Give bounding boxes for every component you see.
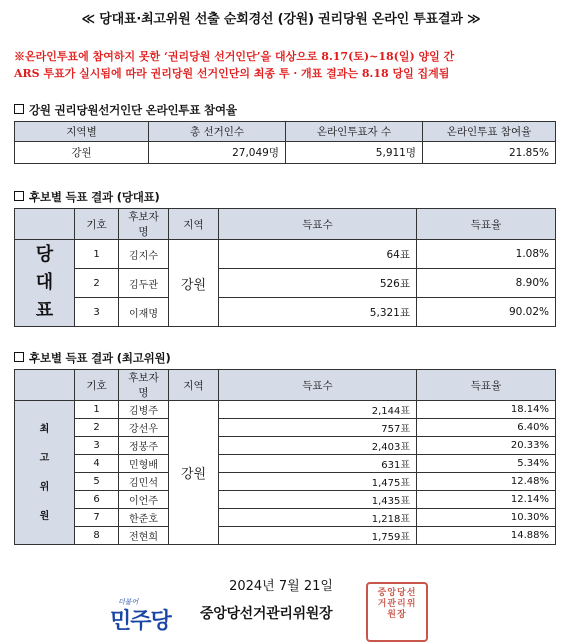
category-label xyxy=(15,401,75,545)
column-header: 온라인투표 참여율 xyxy=(423,122,556,142)
column-header: 후보자명 xyxy=(119,370,169,401)
cell-number: 6 xyxy=(75,491,119,509)
cell-number: 3 xyxy=(75,298,119,327)
column-header: 득표율 xyxy=(417,209,556,240)
cell-candidate-name: 정봉주 xyxy=(119,437,169,455)
cell-candidate-name: 김지수 xyxy=(119,240,169,269)
table-row xyxy=(15,142,556,164)
category-char: 최 xyxy=(39,423,50,435)
column-header: 득표율 xyxy=(417,370,556,401)
column-header: 온라인투표자 수 xyxy=(286,122,423,142)
cell-rate: 14.88% xyxy=(417,527,556,545)
cell-votes: 1,435표 xyxy=(219,491,417,509)
section-title-text: 후보별 득표 결과 (최고위원) xyxy=(29,351,171,365)
column-header-blank xyxy=(15,209,75,240)
table-header-row xyxy=(15,122,556,142)
table-header-row xyxy=(15,370,556,401)
table-row xyxy=(15,401,556,419)
column-header: 득표수 xyxy=(219,209,417,240)
category-label xyxy=(15,240,75,327)
cell-candidate-name: 전현희 xyxy=(119,527,169,545)
category-char: 위 xyxy=(39,481,50,493)
logo-text: 민주당 xyxy=(110,609,171,634)
table-row xyxy=(15,473,556,491)
cell-votes: 1,475표 xyxy=(219,473,417,491)
column-header-blank xyxy=(15,370,75,401)
column-header: 후보자명 xyxy=(119,209,169,240)
cell-number: 8 xyxy=(75,527,119,545)
section-title-text: 강원 권리당원선거인단 온라인투표 참여율 xyxy=(29,103,237,117)
cell-votes: 2,144표 xyxy=(219,401,417,419)
chair-signature: 중앙당선거관리위원장 xyxy=(200,606,333,622)
section-title-supreme-council xyxy=(14,350,171,366)
cell-candidate-name: 김병주 xyxy=(119,401,169,419)
cell-rate: 90.02% xyxy=(417,298,556,327)
cell-rate: 8.90% xyxy=(417,269,556,298)
column-header: 총 선거인수 xyxy=(149,122,286,142)
column-header: 기호 xyxy=(75,370,119,401)
checkbox-square-icon xyxy=(14,352,24,362)
seal-text: 중앙당선 xyxy=(377,588,417,598)
table-row xyxy=(15,269,556,298)
cell-votes: 631표 xyxy=(219,455,417,473)
cell-votes: 1,218표 xyxy=(219,509,417,527)
cell-rate: 12.14% xyxy=(417,491,556,509)
cell-votes: 757표 xyxy=(219,419,417,437)
table-row xyxy=(15,240,556,269)
cell-total-voters: 27,049명 xyxy=(149,142,286,164)
cell-online-voters: 5,911명 xyxy=(286,142,423,164)
seal-text: 거관리위 xyxy=(377,599,417,609)
table-row xyxy=(15,437,556,455)
cell-number: 3 xyxy=(75,437,119,455)
cell-votes: 1,759표 xyxy=(219,527,417,545)
cell-votes: 526표 xyxy=(219,269,417,298)
cell-region: 강원 xyxy=(15,142,149,164)
notice-line-2: ARS 투표가 실시됨에 따라 권리당원 선거인단의 최종 투 · 개표 결과는 8.18 당일 집계됨 xyxy=(14,67,450,80)
cell-candidate-name: 강선우 xyxy=(119,419,169,437)
cell-rate: 6.40% xyxy=(417,419,556,437)
cell-number: 1 xyxy=(75,240,119,269)
category-char: 당 xyxy=(35,244,54,265)
column-header: 지역별 xyxy=(15,122,149,142)
cell-region: 강원 xyxy=(169,240,219,327)
cell-votes: 64표 xyxy=(219,240,417,269)
notice xyxy=(14,48,554,82)
cell-number: 4 xyxy=(75,455,119,473)
cell-number: 1 xyxy=(75,401,119,419)
party-leader-results-table xyxy=(14,208,556,327)
column-header: 득표수 xyxy=(219,370,417,401)
cell-votes: 5,321표 xyxy=(219,298,417,327)
category-char: 원 xyxy=(39,510,50,522)
table-row xyxy=(15,419,556,437)
cell-rate: 12.48% xyxy=(417,473,556,491)
category-char: 고 xyxy=(39,452,50,464)
checkbox-square-icon xyxy=(14,104,24,114)
party-logo xyxy=(110,597,182,637)
official-seal xyxy=(366,582,428,642)
section-title-turnout xyxy=(14,102,237,118)
table-header-row xyxy=(15,209,556,240)
cell-number: 7 xyxy=(75,509,119,527)
cell-candidate-name: 민형배 xyxy=(119,455,169,473)
logo-small-text: 더불어 xyxy=(118,598,139,606)
page-title: ≪ 당대표·최고위원 선출 순회경선 (강원) 권리당원 온라인 투표결과 ≫ xyxy=(81,12,481,27)
supreme-council-results-table xyxy=(14,369,556,545)
cell-candidate-name: 이언주 xyxy=(119,491,169,509)
section-title-party-leader xyxy=(14,189,160,205)
table-row xyxy=(15,455,556,473)
cell-number: 2 xyxy=(75,419,119,437)
column-header: 지역 xyxy=(169,370,219,401)
cell-votes: 2,403표 xyxy=(219,437,417,455)
turnout-table xyxy=(14,121,556,164)
table-row xyxy=(15,509,556,527)
notice-line-1: ※온라인투표에 참여하지 못한 ‘권리당원 선거인단’을 대상으로 8.17(토)~18(일) 양일 간 xyxy=(14,50,455,63)
seal-text: 원장 xyxy=(387,610,407,620)
checkbox-square-icon xyxy=(14,191,24,201)
cell-region: 강원 xyxy=(169,401,219,545)
section-title-text: 후보별 득표 결과 (당대표) xyxy=(29,190,160,204)
cell-candidate-name: 김민석 xyxy=(119,473,169,491)
category-char: 대 xyxy=(35,272,54,293)
table-row xyxy=(15,298,556,327)
cell-candidate-name: 한준호 xyxy=(119,509,169,527)
column-header: 지역 xyxy=(169,209,219,240)
document-date: 2024년 7월 21일 xyxy=(229,579,333,594)
cell-turnout-rate: 21.85% xyxy=(423,142,556,164)
cell-number: 5 xyxy=(75,473,119,491)
cell-rate: 5.34% xyxy=(417,455,556,473)
table-row xyxy=(15,491,556,509)
cell-number: 2 xyxy=(75,269,119,298)
cell-candidate-name: 김두관 xyxy=(119,269,169,298)
column-header: 기호 xyxy=(75,209,119,240)
category-char: 표 xyxy=(35,300,54,321)
table-row xyxy=(15,527,556,545)
cell-rate: 1.08% xyxy=(417,240,556,269)
cell-candidate-name: 이재명 xyxy=(119,298,169,327)
cell-rate: 20.33% xyxy=(417,437,556,455)
cell-rate: 18.14% xyxy=(417,401,556,419)
cell-rate: 10.30% xyxy=(417,509,556,527)
